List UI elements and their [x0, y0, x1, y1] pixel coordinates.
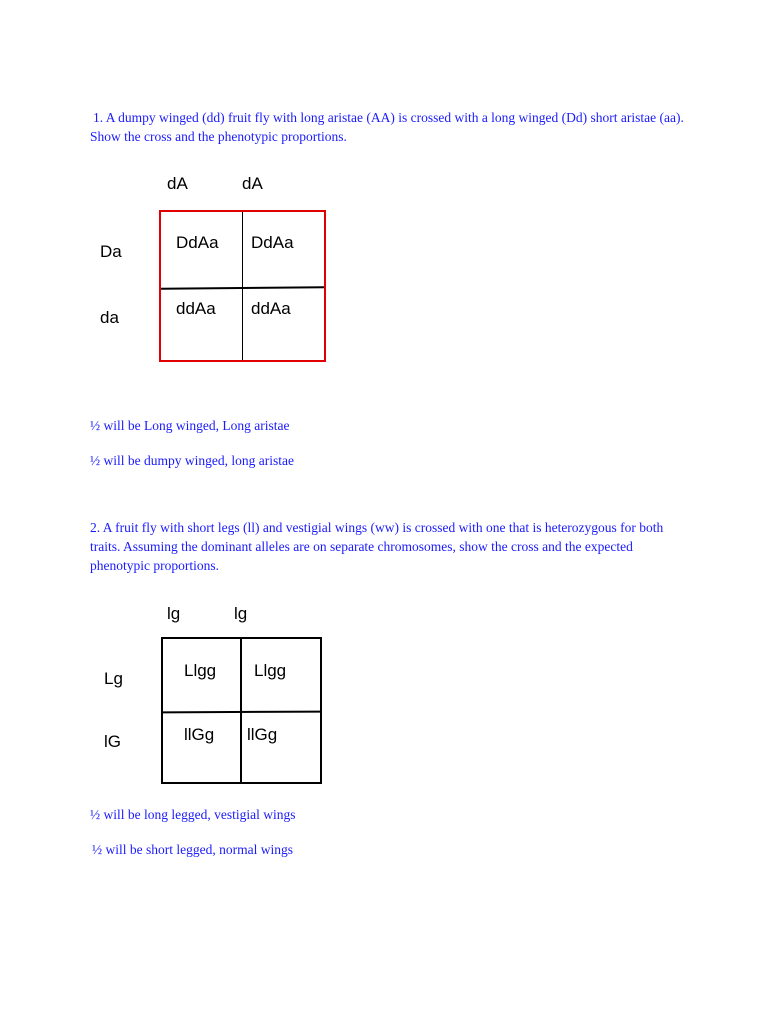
q1-cell-1: DdAa	[176, 233, 219, 252]
q1-row-header-2: da	[100, 308, 119, 327]
q2-cell-2: Llgg	[254, 661, 287, 680]
q2-col-header-2: lg	[234, 604, 248, 623]
q1-cell-2: DdAa	[251, 233, 294, 252]
q1-col-header-2: dA	[242, 174, 263, 193]
q2-result-2: ½ will be short legged, normal wings	[92, 842, 293, 857]
q2-row-header-2: lG	[104, 732, 121, 751]
q2-row-header-1: Lg	[104, 669, 123, 688]
q2-cell-4: llGg	[247, 725, 278, 744]
q2-result-1: ½ will be long legged, vestigial wings	[90, 807, 296, 822]
question-2-text: 2. A fruit fly with short legs (ll) and vestigial wings (ww) is crossed with one that is heterozygous for both traits. Assuming the dominant alleles are on separate chromosomes, show the cross and the expected phenotypic proportions.	[90, 520, 664, 573]
q1-col-header-1: dA	[167, 174, 188, 193]
q2-cell-1: Llgg	[184, 661, 217, 680]
q1-cell-4: ddAa	[251, 299, 291, 318]
question-1-text: 1. A dumpy winged (dd) fruit fly with long aristae (AA) is crossed with a long winged (Dd) short aristae (aa). Show the cross and the phenotypic proportions.	[90, 110, 684, 144]
q1-result-2: ½ will be dumpy winged, long aristae	[90, 453, 294, 468]
q2-cell-3: llGg	[184, 725, 215, 744]
q1-cell-3: ddAa	[176, 299, 216, 318]
q1-row-header-1: Da	[100, 242, 122, 261]
q2-col-header-1: lg	[167, 604, 181, 623]
q1-result-1: ½ will be Long winged, Long aristae	[90, 418, 290, 433]
